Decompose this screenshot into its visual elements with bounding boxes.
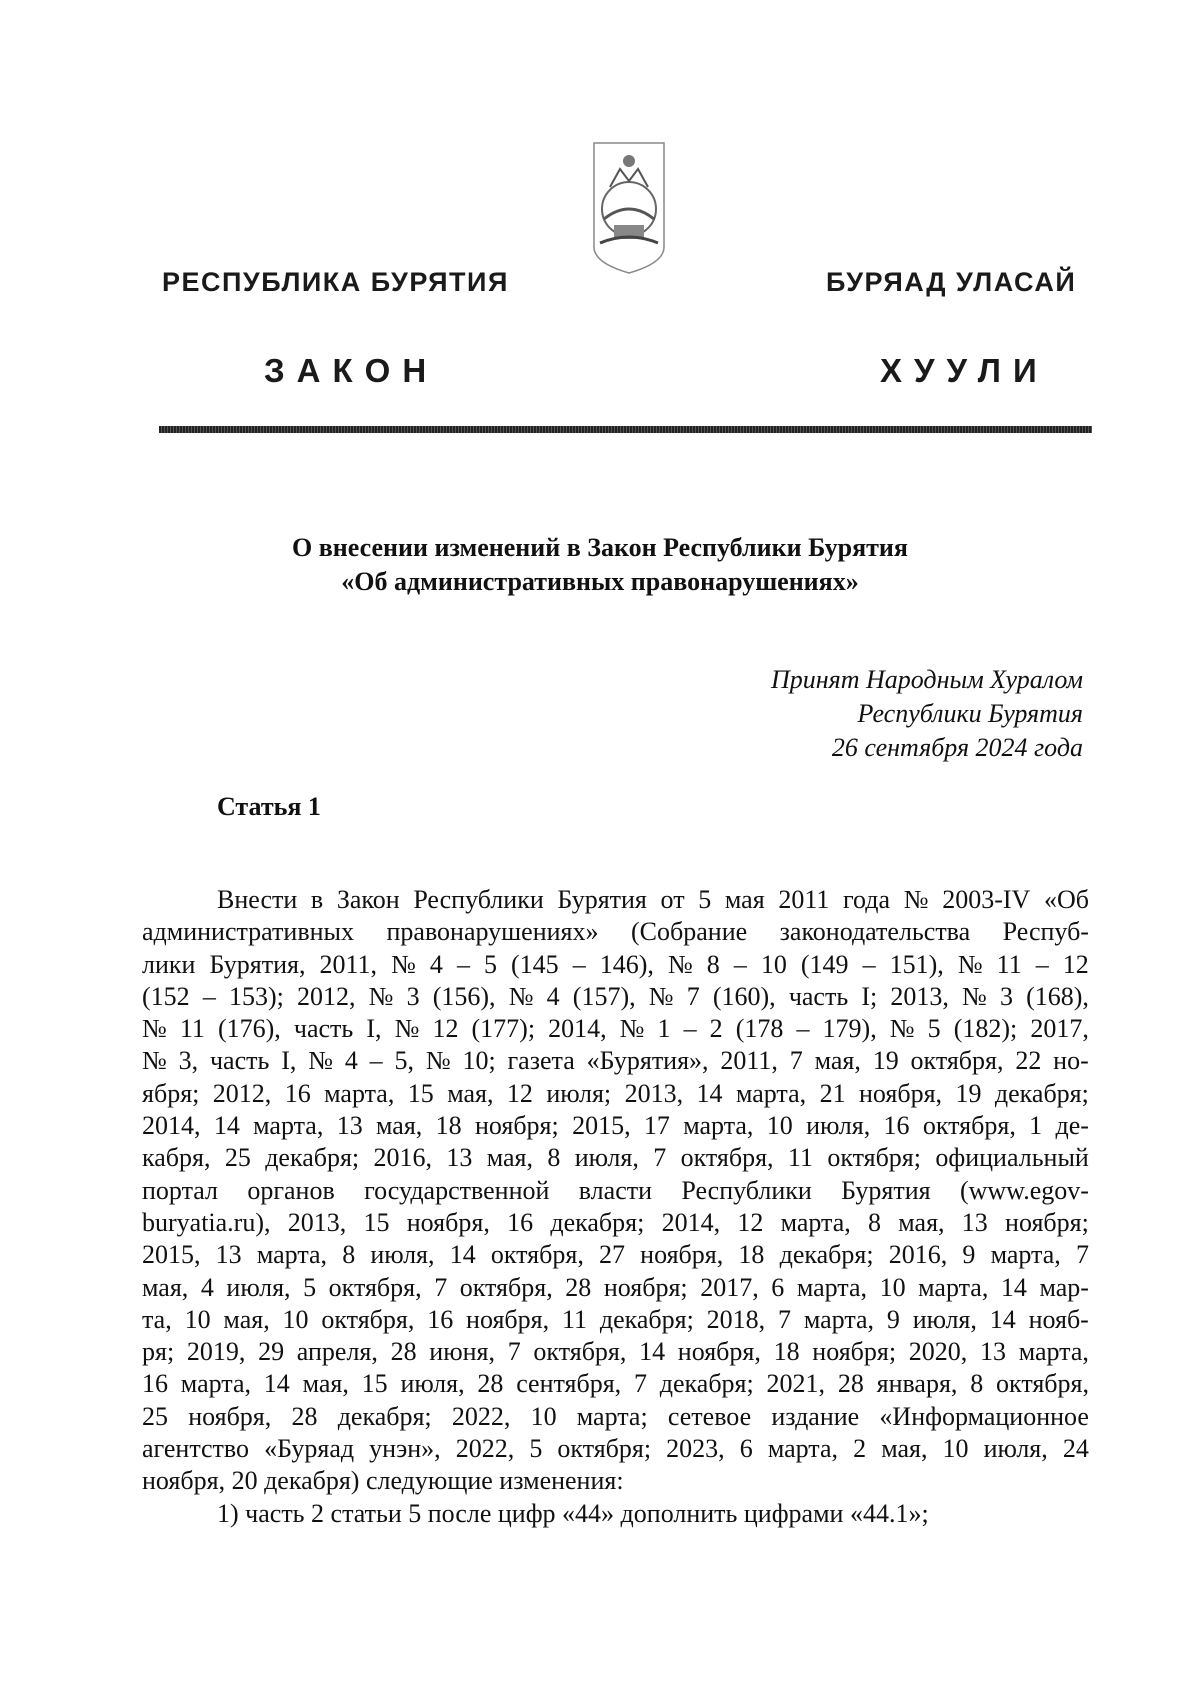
paragraph-line: 2015, 13 марта, 8 июля, 14 октября, 27 ноября, 18 декабря; 2016, 9 марта, 7 <box>142 1240 1089 1270</box>
adoption-date: 26 сентября 2024 года <box>831 733 1083 762</box>
law-title-line: О внесении изменений в Закон Республики Бурятия <box>292 533 908 562</box>
paragraph-line: административных правонарушениях» (Собрание законодательства Респуб- <box>142 917 1089 947</box>
paragraph-line: buryatia.ru), 2013, 15 ноября, 16 декабря; 2014, 12 марта, 8 мая, 13 ноября; <box>142 1207 1089 1237</box>
law-title <box>200 531 1000 599</box>
paragraph-line: портал органов государственной власти Республики Бурятия (www.egov- <box>142 1175 1089 1205</box>
paragraph-line: № 3, часть I, № 4 – 5, № 10; газета «Бурятия», 2011, 7 мая, 19 октября, 22 но- <box>142 1046 1089 1076</box>
paragraph-line: мая, 4 июля, 5 октября, 7 октября, 28 ноября; 2017, 6 марта, 10 марта, 14 мар- <box>142 1272 1089 1302</box>
paragraph-line: 25 ноября, 28 декабря; 2022, 10 марта; сетевое издание «Информационное <box>142 1401 1089 1431</box>
adoption-line: Республики Бурятия <box>857 699 1083 728</box>
paragraph-line: ноября, 20 декабря) следующие изменения: <box>142 1466 624 1496</box>
law-title-line: «Об административных правонарушениях» <box>341 567 859 596</box>
header-divider <box>159 426 1092 433</box>
paragraph-line: ря; 2019, 29 апреля, 28 июня, 7 октября, 14 ноября, 18 ноября; 2020, 13 марта, <box>142 1337 1089 1367</box>
paragraph-line: лики Бурятия, 2011, № 4 – 5 (145 – 146), № 8 – 10 (149 – 151), № 11 – 12 <box>142 949 1089 979</box>
article-heading: Статья 1 <box>217 792 321 821</box>
paragraph-line: № 11 (176), часть I, № 12 (177); 2014, № 1 – 2 (178 – 179), № 5 (182); 2017, <box>142 1014 1089 1044</box>
doc-type-buryat: ХУУЛИ <box>880 352 1049 389</box>
adoption-note <box>771 663 1083 765</box>
paragraph-line: агентство «Буряад унэн», 2022, 5 октября; 2023, 6 марта, 2 мая, 10 июля, 24 <box>142 1434 1089 1464</box>
coat-of-arms-icon <box>590 139 668 277</box>
paragraph-line: 16 марта, 14 мая, 15 июля, 28 сентября, 7 декабря; 2021, 28 января, 8 октября, <box>142 1369 1089 1399</box>
adoption-line: Принят Народным Хуралом <box>770 665 1083 694</box>
paragraph-line: кабря, 25 декабря; 2016, 13 мая, 8 июля, 7 октября, 11 октября; официальный <box>142 1143 1089 1173</box>
republic-name-russian: РЕСПУБЛИКА БУРЯТИЯ <box>162 267 509 297</box>
article-body <box>142 884 1089 1530</box>
amendment-item: 1) часть 2 статьи 5 после цифр «44» дополнить цифрами «44.1»; <box>217 1498 929 1528</box>
paragraph-line: та, 10 мая, 10 октября, 16 ноября, 11 декабря; 2018, 7 марта, 9 июля, 14 нояб- <box>142 1304 1089 1334</box>
paragraph-line: ября; 2012, 16 марта, 15 мая, 12 июля; 2013, 14 марта, 21 ноября, 19 декабря; <box>142 1078 1089 1108</box>
republic-name-buryat: БУРЯАД УЛАСАЙ <box>826 267 1077 297</box>
paragraph-line: Внести в Закон Республики Бурятия от 5 мая 2011 года № 2003-IV «Об <box>217 885 1089 914</box>
doc-type-russian: ЗАКОН <box>264 352 439 389</box>
paragraph-line: 2014, 14 марта, 13 мая, 18 ноября; 2015, 17 марта, 10 июля, 16 октября, 1 де- <box>142 1111 1089 1141</box>
paragraph-line: (152 – 153); 2012, № 3 (156), № 4 (157), № 7 (160), часть I; 2013, № 3 (168), <box>142 981 1089 1011</box>
article-paragraph <box>142 884 1089 1498</box>
